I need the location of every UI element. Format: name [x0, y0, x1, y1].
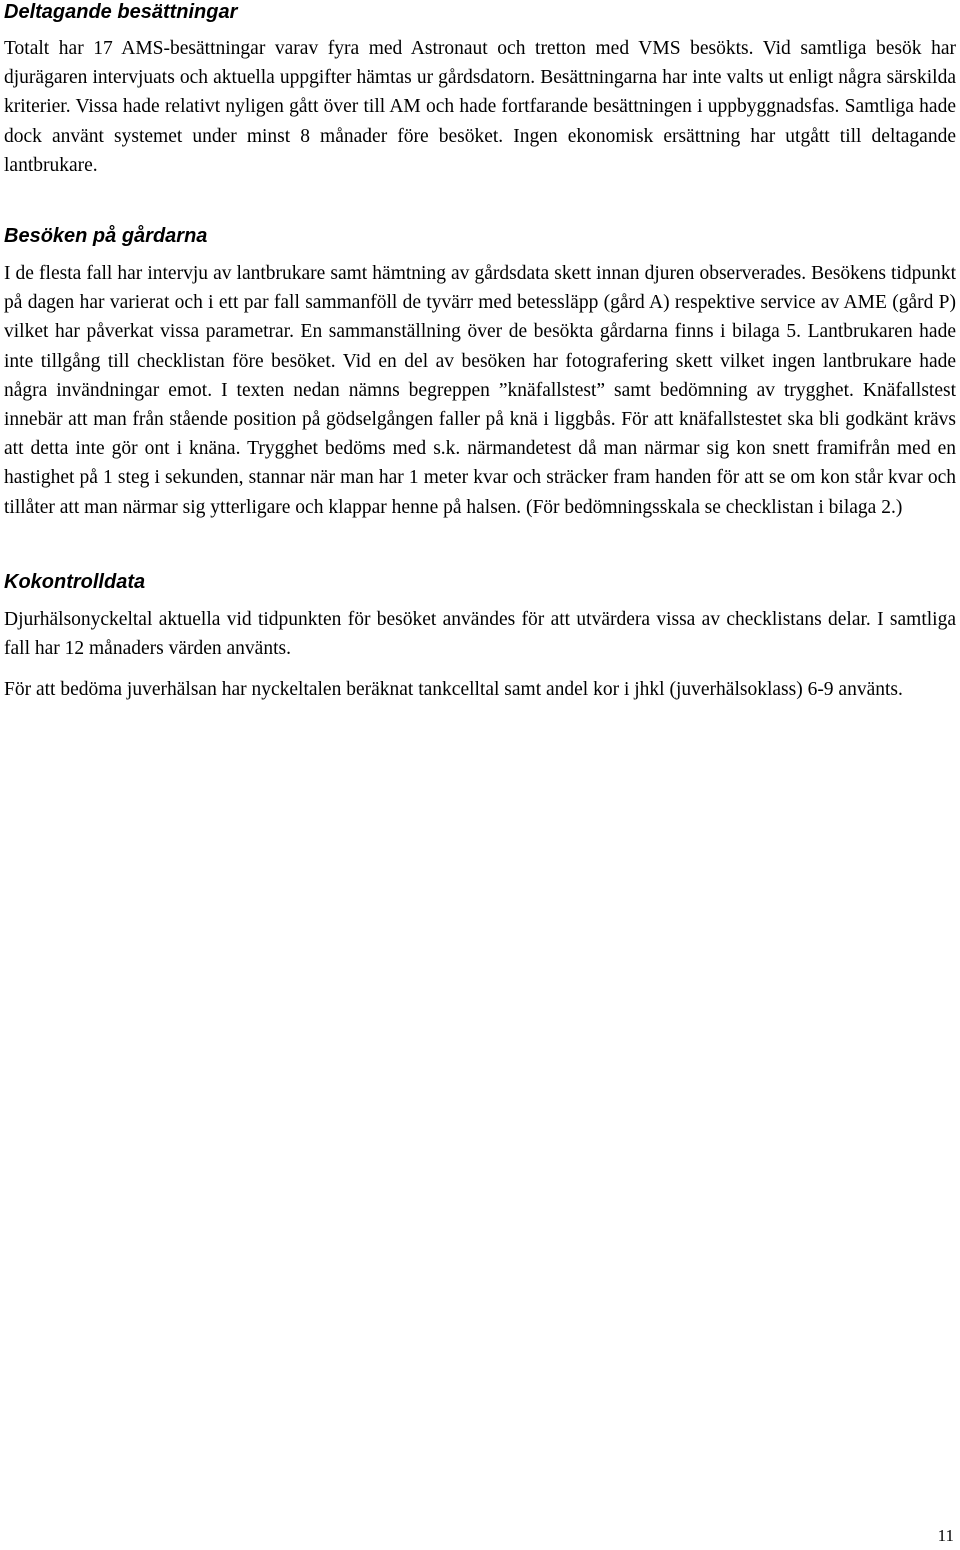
- paragraph-besoken-pa-gardarna: I de flesta fall har intervju av lantbrukare samt hämtning av gårdsdata skett innan djuren observerades. Besökens tidpunkt på dagen har varierat och i ett par fall sammanföll de tyvärr med betessläpp (gård A) respektive service av AME (gård P) vilket har påverkat vissa parametrar. En sammanställning över de besökta gårdarna finns i bilaga 5. Lantbrukaren hade inte tillgång till checklistan före besöket. Vid en del av besöken har fotografering skett vilket ingen lantbrukare hade några invändningar emot. I texten nedan nämns begreppen ”knäfallstest” samt bedömning av trygghet. Knäfallstest innebär att man från stående position på gödselgången faller på knä i liggbås. För att knäfallstestet ska bli godkänt krävs att detta inte gör ont i knäna. Trygghet bedöms med s.k. närmandetest då man närmar sig kon snett framifrån med en hastighet på 1 steg i sekunden, stannar när man har 1 meter kvar och sträcker fram handen för att se om kon står kvar och tillåter att man närmar sig ytterligare och klappar henne på halsen. (För bedömningsskala se checklistan i bilaga 2.): [4, 263, 956, 518]
- paragraph-kokontrolldata-1: Djurhälsonyckeltal aktuella vid tidpunkten för besöket användes för att utvärdera vissa av checklistans delar. I samtliga fall har 12 månaders värden använts.: [4, 608, 956, 660]
- paragraph-kokontrolldata-2: För att bedöma juverhälsan har nyckeltalen beräknat tankcelltal samt andel kor i jhkl (juverhälsoklass) 6-9 använts.: [4, 679, 903, 701]
- page-content: [4, 0, 956, 704]
- page-number: 11: [937, 1526, 954, 1545]
- heading-kokontrolldata: Kokontrolldata: [4, 570, 146, 593]
- heading-besoken-pa-gardarna: Besöken på gårdarna: [4, 225, 208, 248]
- heading-deltagande-besattningar: Deltagande besättningar: [4, 1, 238, 23]
- paragraph-deltagande-besattningar: Totalt har 17 AMS-besättningar varav fyra med Astronaut och tretton med VMS besökts. Vid samtliga besök har djurägaren intervjuats och aktuella uppgifter hämtas ur gårdsdatorn. Besättningarna har inte valts ut enligt några särskilda kriterier. Vissa hade relativt nyligen gått över till AM och hade fortfarande besättningen i uppbyggnadsfas. Samtliga hade dock använt systemet under minst 8 månader före besöket. Ingen ekonomisk ersättning har utgått till deltagande lantbrukare.: [4, 38, 956, 176]
